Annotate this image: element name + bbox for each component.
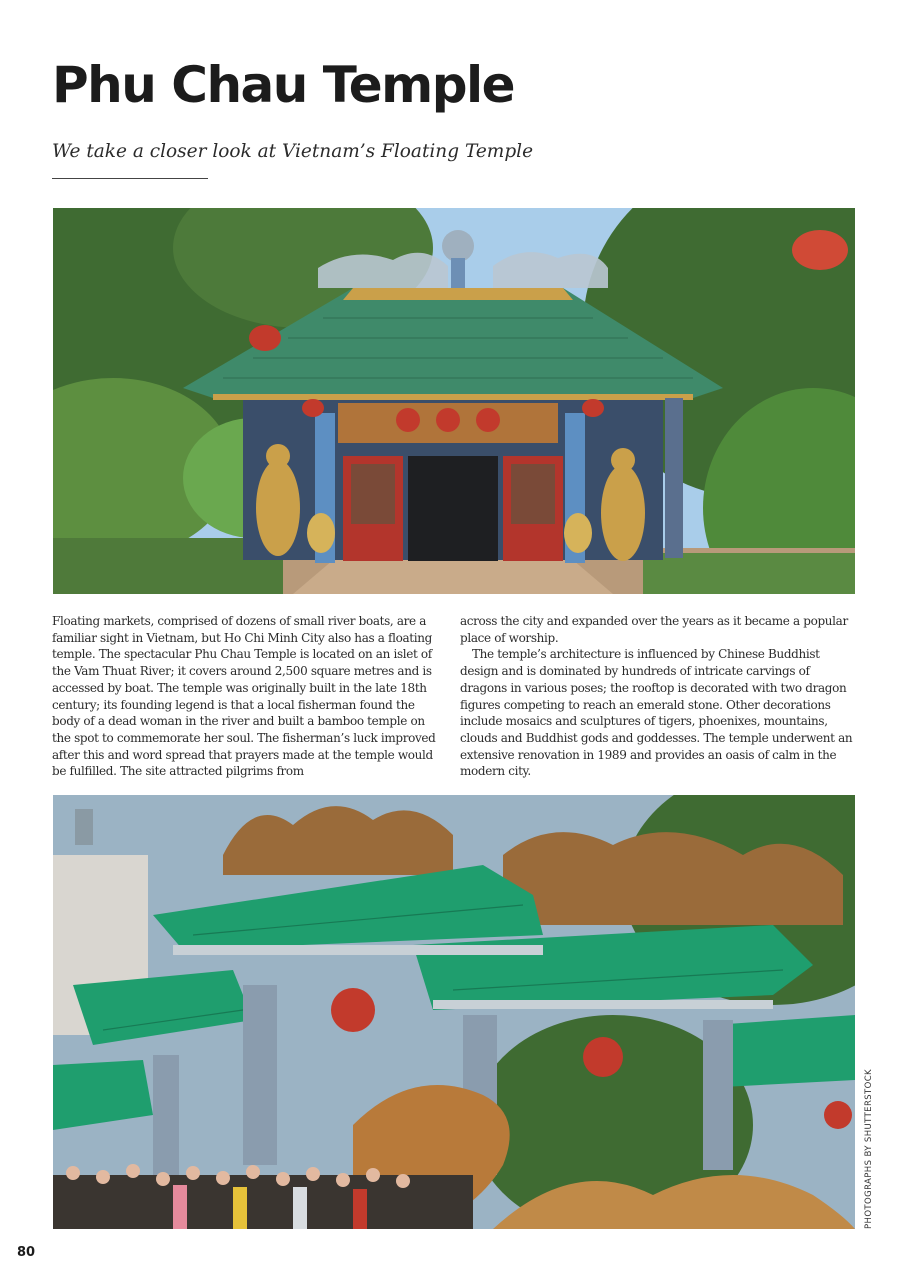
body-paragraph: The temple’s architecture is influenced by Chinese Buddhist design and is dominated by hundreds of intricate carvings of dragons in various poses; the rooftop is decorated with two dragon figures competing to reach an emerald stone. Other decorations include mosaics and sculptures of tigers, phoenixes, mountains, clouds and Buddhist gods and goddesses. The temple underwent an extensive renovation in 1989 and provides an oasis of calm in the modern city.	[460, 647, 853, 779]
body-text-column-right	[460, 613, 856, 780]
photo-credit: PHOTOGRAPHS BY SHUTTERSTOCK	[864, 1068, 874, 1229]
article-subtitle: We take a closer look at Vietnam’s Floating Temple	[52, 141, 534, 162]
body-paragraph: across the city and expanded over the years as it became a popular place of worship.	[460, 614, 848, 645]
body-text-column-left	[52, 613, 444, 780]
dragon-roofs-photo	[53, 795, 855, 1229]
page-number: 80	[17, 1245, 36, 1260]
temple-facade-photo	[53, 208, 855, 594]
subtitle-divider	[52, 178, 208, 179]
body-paragraph: Floating markets, comprised of dozens of small river boats, are a familiar sight in Vietnam, but Ho Chi Minh City also has a floating temple. The spectacular Phu Chau Temple is located on an islet of the Vam Thuat River; it covers around 2,500 square metres and is accessed by boat. The temple was originally built in the late 18th century; its founding legend is that a local fisherman found the body of a dead woman in the river and built a bamboo temple on the spot to commemorate her soul. The fisherman’s luck improved after this and word spread that prayers made at the temple would be fulfilled. The site attracted pilgrims from	[52, 614, 436, 779]
article-title: Phu Chau Temple	[52, 56, 515, 114]
